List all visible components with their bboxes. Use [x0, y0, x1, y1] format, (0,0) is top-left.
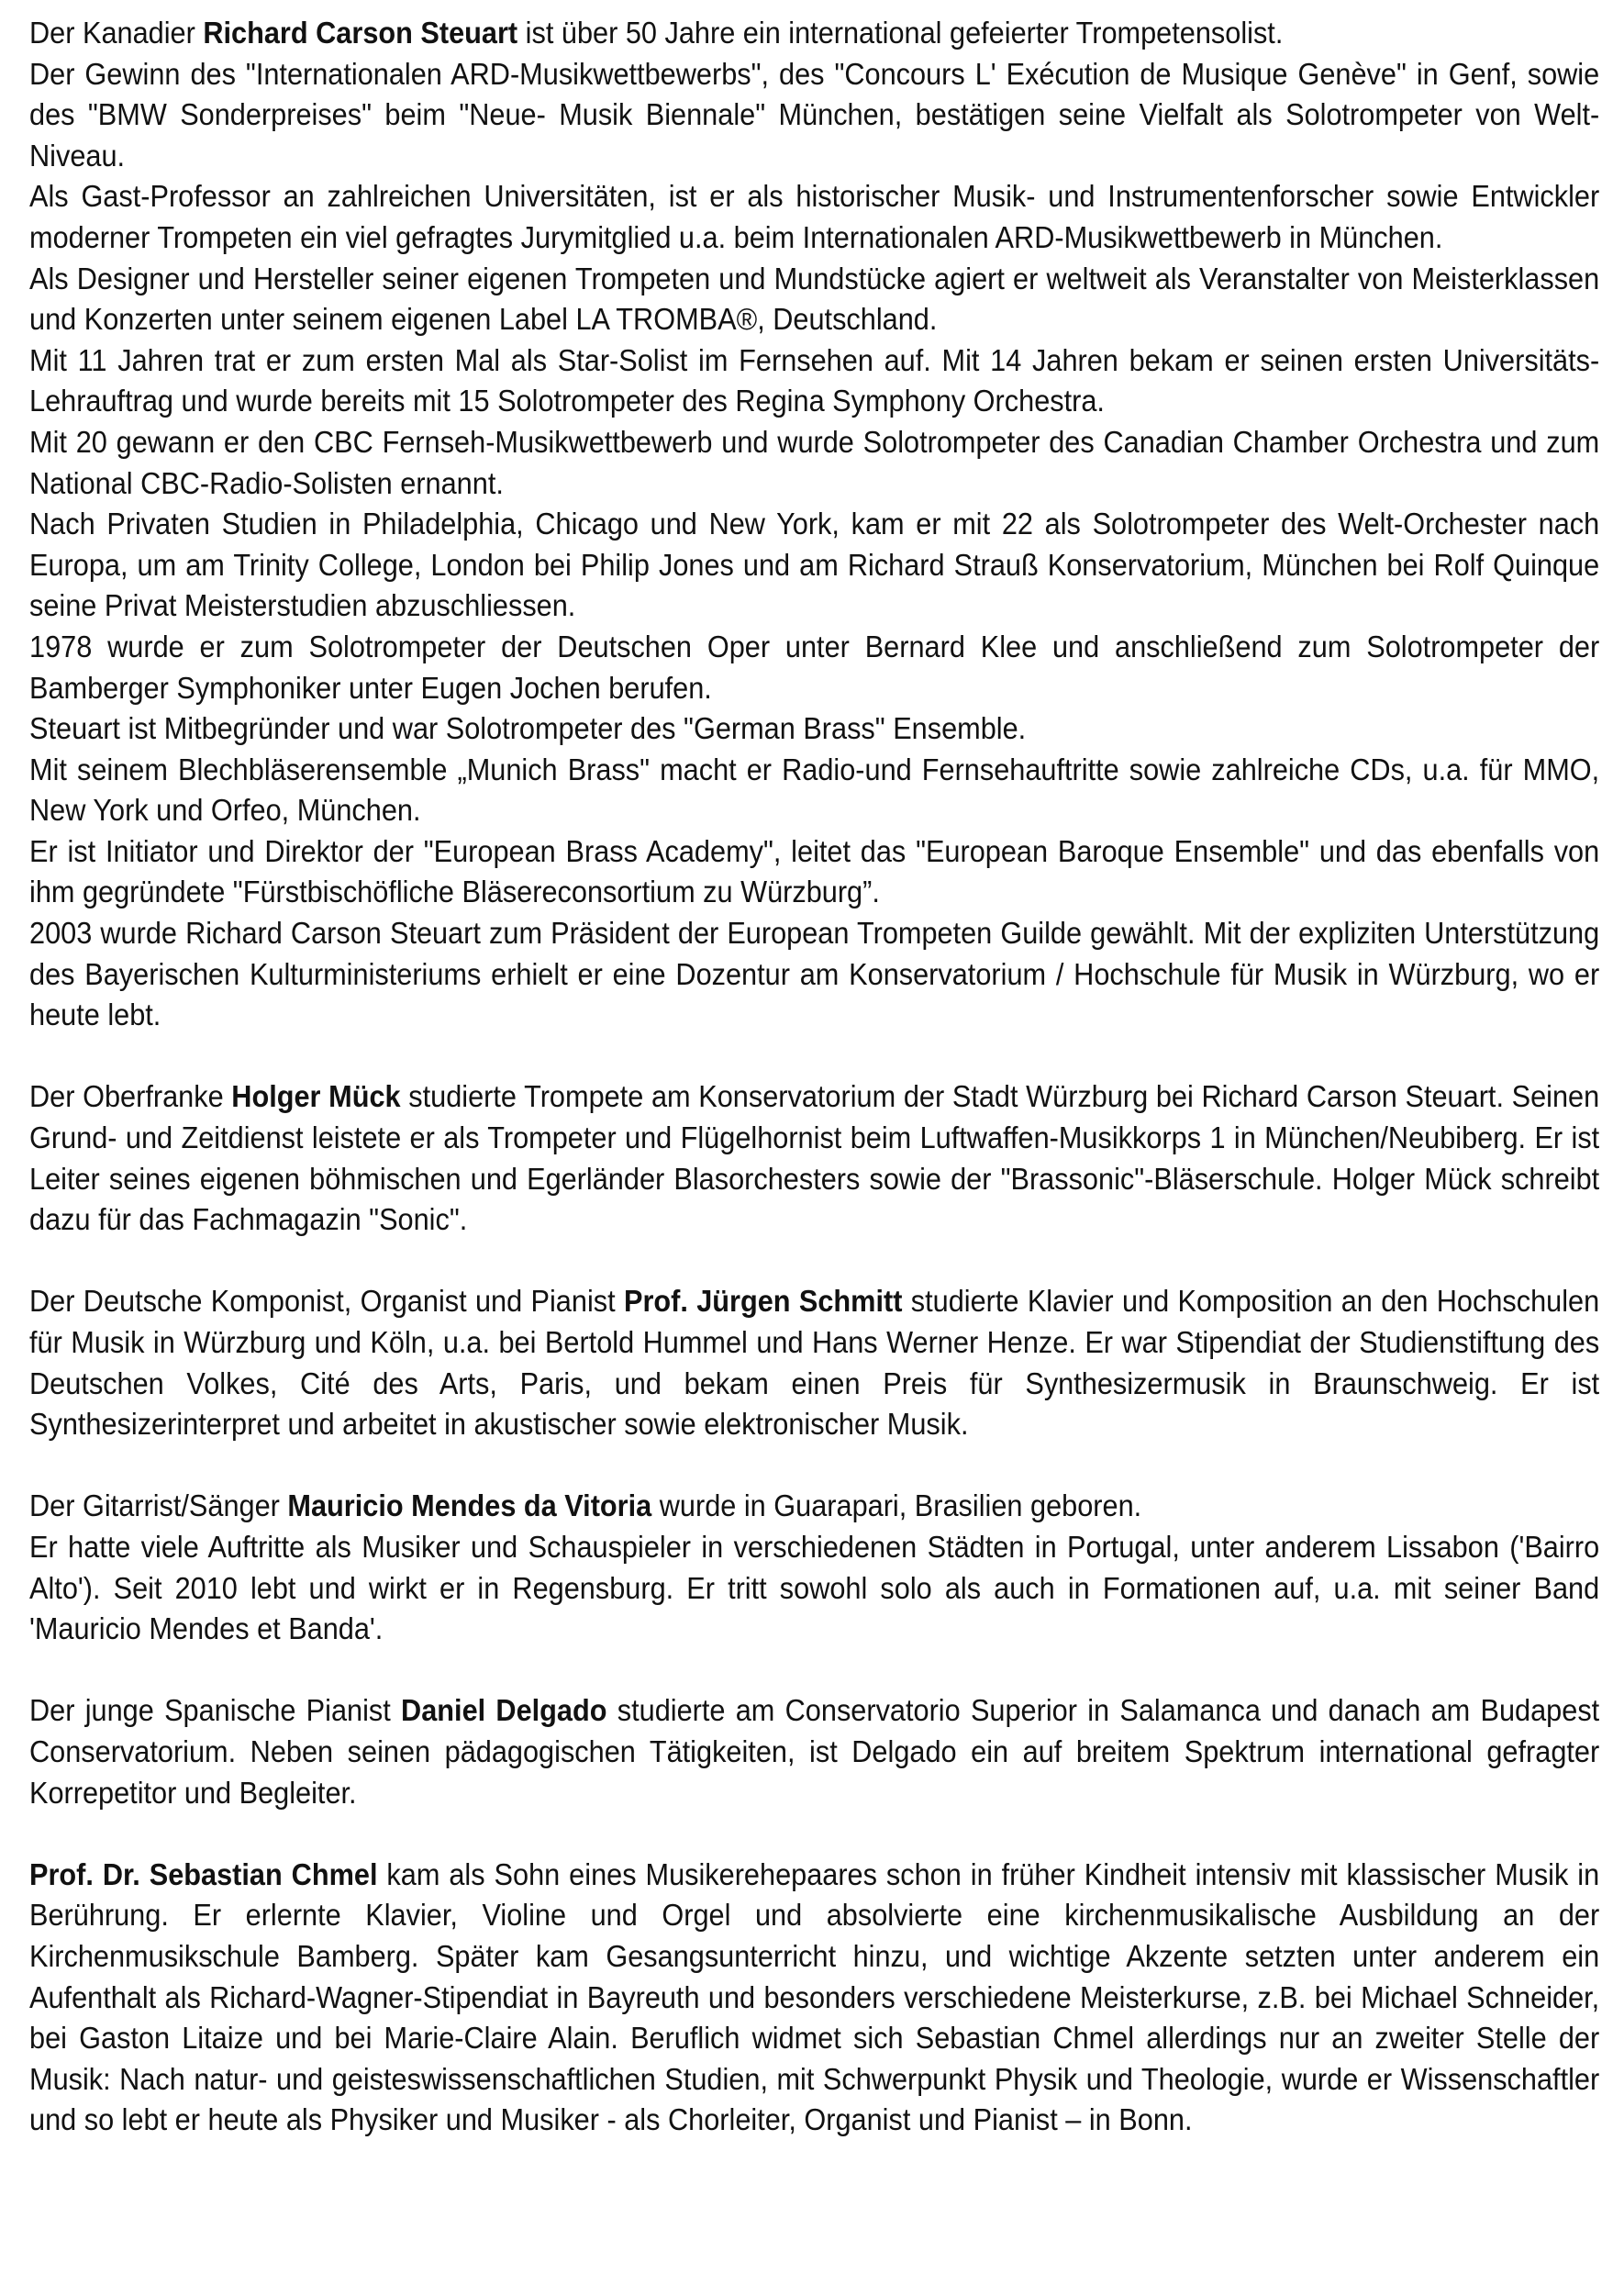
bio-text: Der junge Spanische Pianist: [29, 1693, 402, 1728]
bio-text: studierte Klavier und Komposition an den Hochschulen für Musik in Würzburg und Köln, u.a. bei Bertold Hummel und Hans Werner Henze. Er war Stipendiat der Studienstiftung des Deutschen Volkes, Cité des Arts, Paris, und bekam einen Preis für Synthesizermusik in Braunschweig. Er ist Synthesizerinterpret und arbeitet in akustischer sowie elektronischer Musik.: [29, 1284, 1600, 1442]
person-name: Richard Carson Steuart: [203, 16, 518, 50]
bio-line: Mit 11 Jahren trat er zum ersten Mal als Star-Solist im Fernsehen auf. Mit 14 Jahren bekam er seinen ersten Universitäts-Lehrauftrag und wurde bereits mit 15 Solotrompeter des Regina Symphony Orchestra.: [29, 342, 1600, 418]
person-name: Prof. Dr. Sebastian Chmel: [29, 1856, 378, 1891]
bio-intro-line: [29, 1486, 1599, 1527]
bio-text: Der Oberfranke: [29, 1079, 232, 1114]
bio-line: Als Gast-Professor an zahlreichen Universitäten, ist er als historischer Musik- und Instrumentenforscher sowie Entwickler moderner Trompeten ein viel gefragtes Jurymitglied u.a. beim Internationalen ARD-Musikwettbewerb in München.: [29, 179, 1600, 254]
bio-line: Steuart ist Mitbegründer und war Solotrompeter des "German Brass" Ensemble.: [29, 711, 1027, 746]
bio-mauricio-mendes: [29, 1486, 1599, 1649]
bio-line: Mit seinem Blechbläserensemble „Munich Brass" macht er Radio-und Fernsehauftritte sowie zahlreiche CDs, u.a. für MMO, New York und Orfeo, München.: [29, 752, 1600, 828]
bio-text: ist über 50 Jahre ein international gefeierter Trompetensolist.: [517, 16, 1284, 50]
bio-line: 1978 wurde er zum Solotrompeter der Deutschen Oper unter Bernard Klee und anschließend zum Solotrompeter der Bamberger Symphoniker unter Eugen Jochen berufen.: [29, 629, 1600, 705]
bio-line: Der Gewinn des "Internationalen ARD-Musikwettbewerbs", des "Concours L' Exécution de Musique Genève" in Genf, sowie des "BMW Sonderpreises" beim "Neue- Musik Biennale" München, bestätigen seine Vielfalt als Solotrompeter von Welt-Niveau.: [29, 56, 1600, 173]
person-name: Holger Mück: [231, 1079, 401, 1114]
bio-text: Der Gitarrist/Sänger: [29, 1488, 288, 1523]
person-name: Prof. Jürgen Schmitt: [623, 1284, 903, 1319]
bio-text: kam als Sohn eines Musikerehepaares schon in früher Kindheit intensiv mit klassischer Musik in Berührung. Er erlernte Klavier, Violine und Orgel und absolvierte eine kirchenmusikalische Ausbildung an der Kirchenmusikschule Bamberg. Später kam Gesangsunterricht hinzu, und wichtige Akzente setzten unter anderem ein Aufenthalt als Richard-Wagner-Stipendiat in Bayreuth und besonders verschiedene Meisterkurse, z.B. bei Michael Schneider, bei Gaston Litaize und bei Marie-Claire Alain. Beruflich widmet sich Sebastian Chmel allerdings nur an zweiter Stelle der Musik: Nach natur- und geisteswissenschaftlichen Studien, mit Schwerpunkt Physik und Theologie, wurde er Wissenschaftler und so lebt er heute als Physiker und Musiker - als Chorleiter, Organist und Pianist – in Bonn.: [29, 1856, 1600, 2137]
bio-line: 2003 wurde Richard Carson Steuart zum Präsident der European Trompeten Guilde gewählt. Mit der expliziten Unterstützung des Bayerischen Kulturministeriums erhielt er eine Dozentur am Konservatorium / Hochschule für Musik in Würzburg, wo er heute lebt.: [29, 916, 1600, 1032]
document-page: [29, 13, 1600, 2141]
bio-intro-line: [29, 13, 1599, 54]
document-body: [29, 13, 1599, 2141]
bio-text: Der Deutsche Komponist, Organist und Pianist: [29, 1284, 624, 1319]
bio-text: wurde in Guarapari, Brasilien geboren.: [651, 1488, 1142, 1523]
bio-text: studierte am Conservatorio Superior in Salamanca und danach am Budapest Conservatorium. Neben seinen pädagogischen Tätigkeiten, ist Delgado ein auf breitem Spektrum international gefragter Korrepetitor und Begleiter.: [29, 1693, 1600, 1810]
bio-line: Als Designer und Hersteller seiner eigenen Trompeten und Mundstücke agiert er weltweit als Veranstalter von Meisterklassen und Konzerten unter seinem eigenen Label LA TROMBA®, Deutschland.: [29, 261, 1600, 337]
bio-line: Nach Privaten Studien in Philadelphia, Chicago und New York, kam er mit 22 als Solotrompeter des Welt-Orchester nach Europa, um am Trinity College, London bei Philip Jones und am Richard Strauß Konservatorium, München bei Rolf Quinque seine Privat Meisterstudien abzuschliessen.: [29, 507, 1600, 623]
bio-sebastian-chmel: [29, 1855, 1599, 2141]
person-name: Mauricio Mendes da Vitoria: [287, 1488, 652, 1523]
bio-richard-carson-steuart: [29, 13, 1599, 1036]
bio-line: Er ist Initiator und Direktor der "European Brass Academy", leitet das "European Baroque Ensemble" und das ebenfalls von ihm gegründete "Fürstbischöfliche Bläsereconsortium zu Würzburg”.: [29, 833, 1600, 909]
bio-line: Er hatte viele Auftritte als Musiker und Schauspieler in verschiedenen Städten in Portugal, unter anderem Lissabon ('Bairro Alto'). Seit 2010 lebt und wirkt er in Regensburg. Er tritt sowohl solo als auch in Formationen auf, u.a. mit seiner Band 'Mauricio Mendes et Banda'.: [29, 1529, 1600, 1646]
bio-juergen-schmitt: [29, 1281, 1599, 1444]
bio-daniel-delgado: [29, 1690, 1599, 1813]
person-name: Daniel Delgado: [401, 1693, 607, 1728]
bio-text: studierte Trompete am Konservatorium der Stadt Würzburg bei Richard Carson Steuart. Seinen Grund- und Zeitdienst leistete er als Trompeter und Flügelhornist beim Luftwaffen-Musikkorps 1 in München/Neubiberg. Er ist Leiter seines eigenen böhmischen und Egerländer Blasorchesters sowie der "Brassonic"-Bläserschule. Holger Mück schreibt dazu für das Fachmagazin "Sonic".: [29, 1079, 1600, 1237]
bio-holger-mueck: [29, 1076, 1599, 1240]
bio-line: Mit 20 gewann er den CBC Fernseh-Musikwettbewerb und wurde Solotrompeter des Canadian Chamber Orchestra und zum National CBC-Radio-Solisten ernannt.: [29, 424, 1600, 500]
bio-text: Der Kanadier: [29, 16, 204, 50]
